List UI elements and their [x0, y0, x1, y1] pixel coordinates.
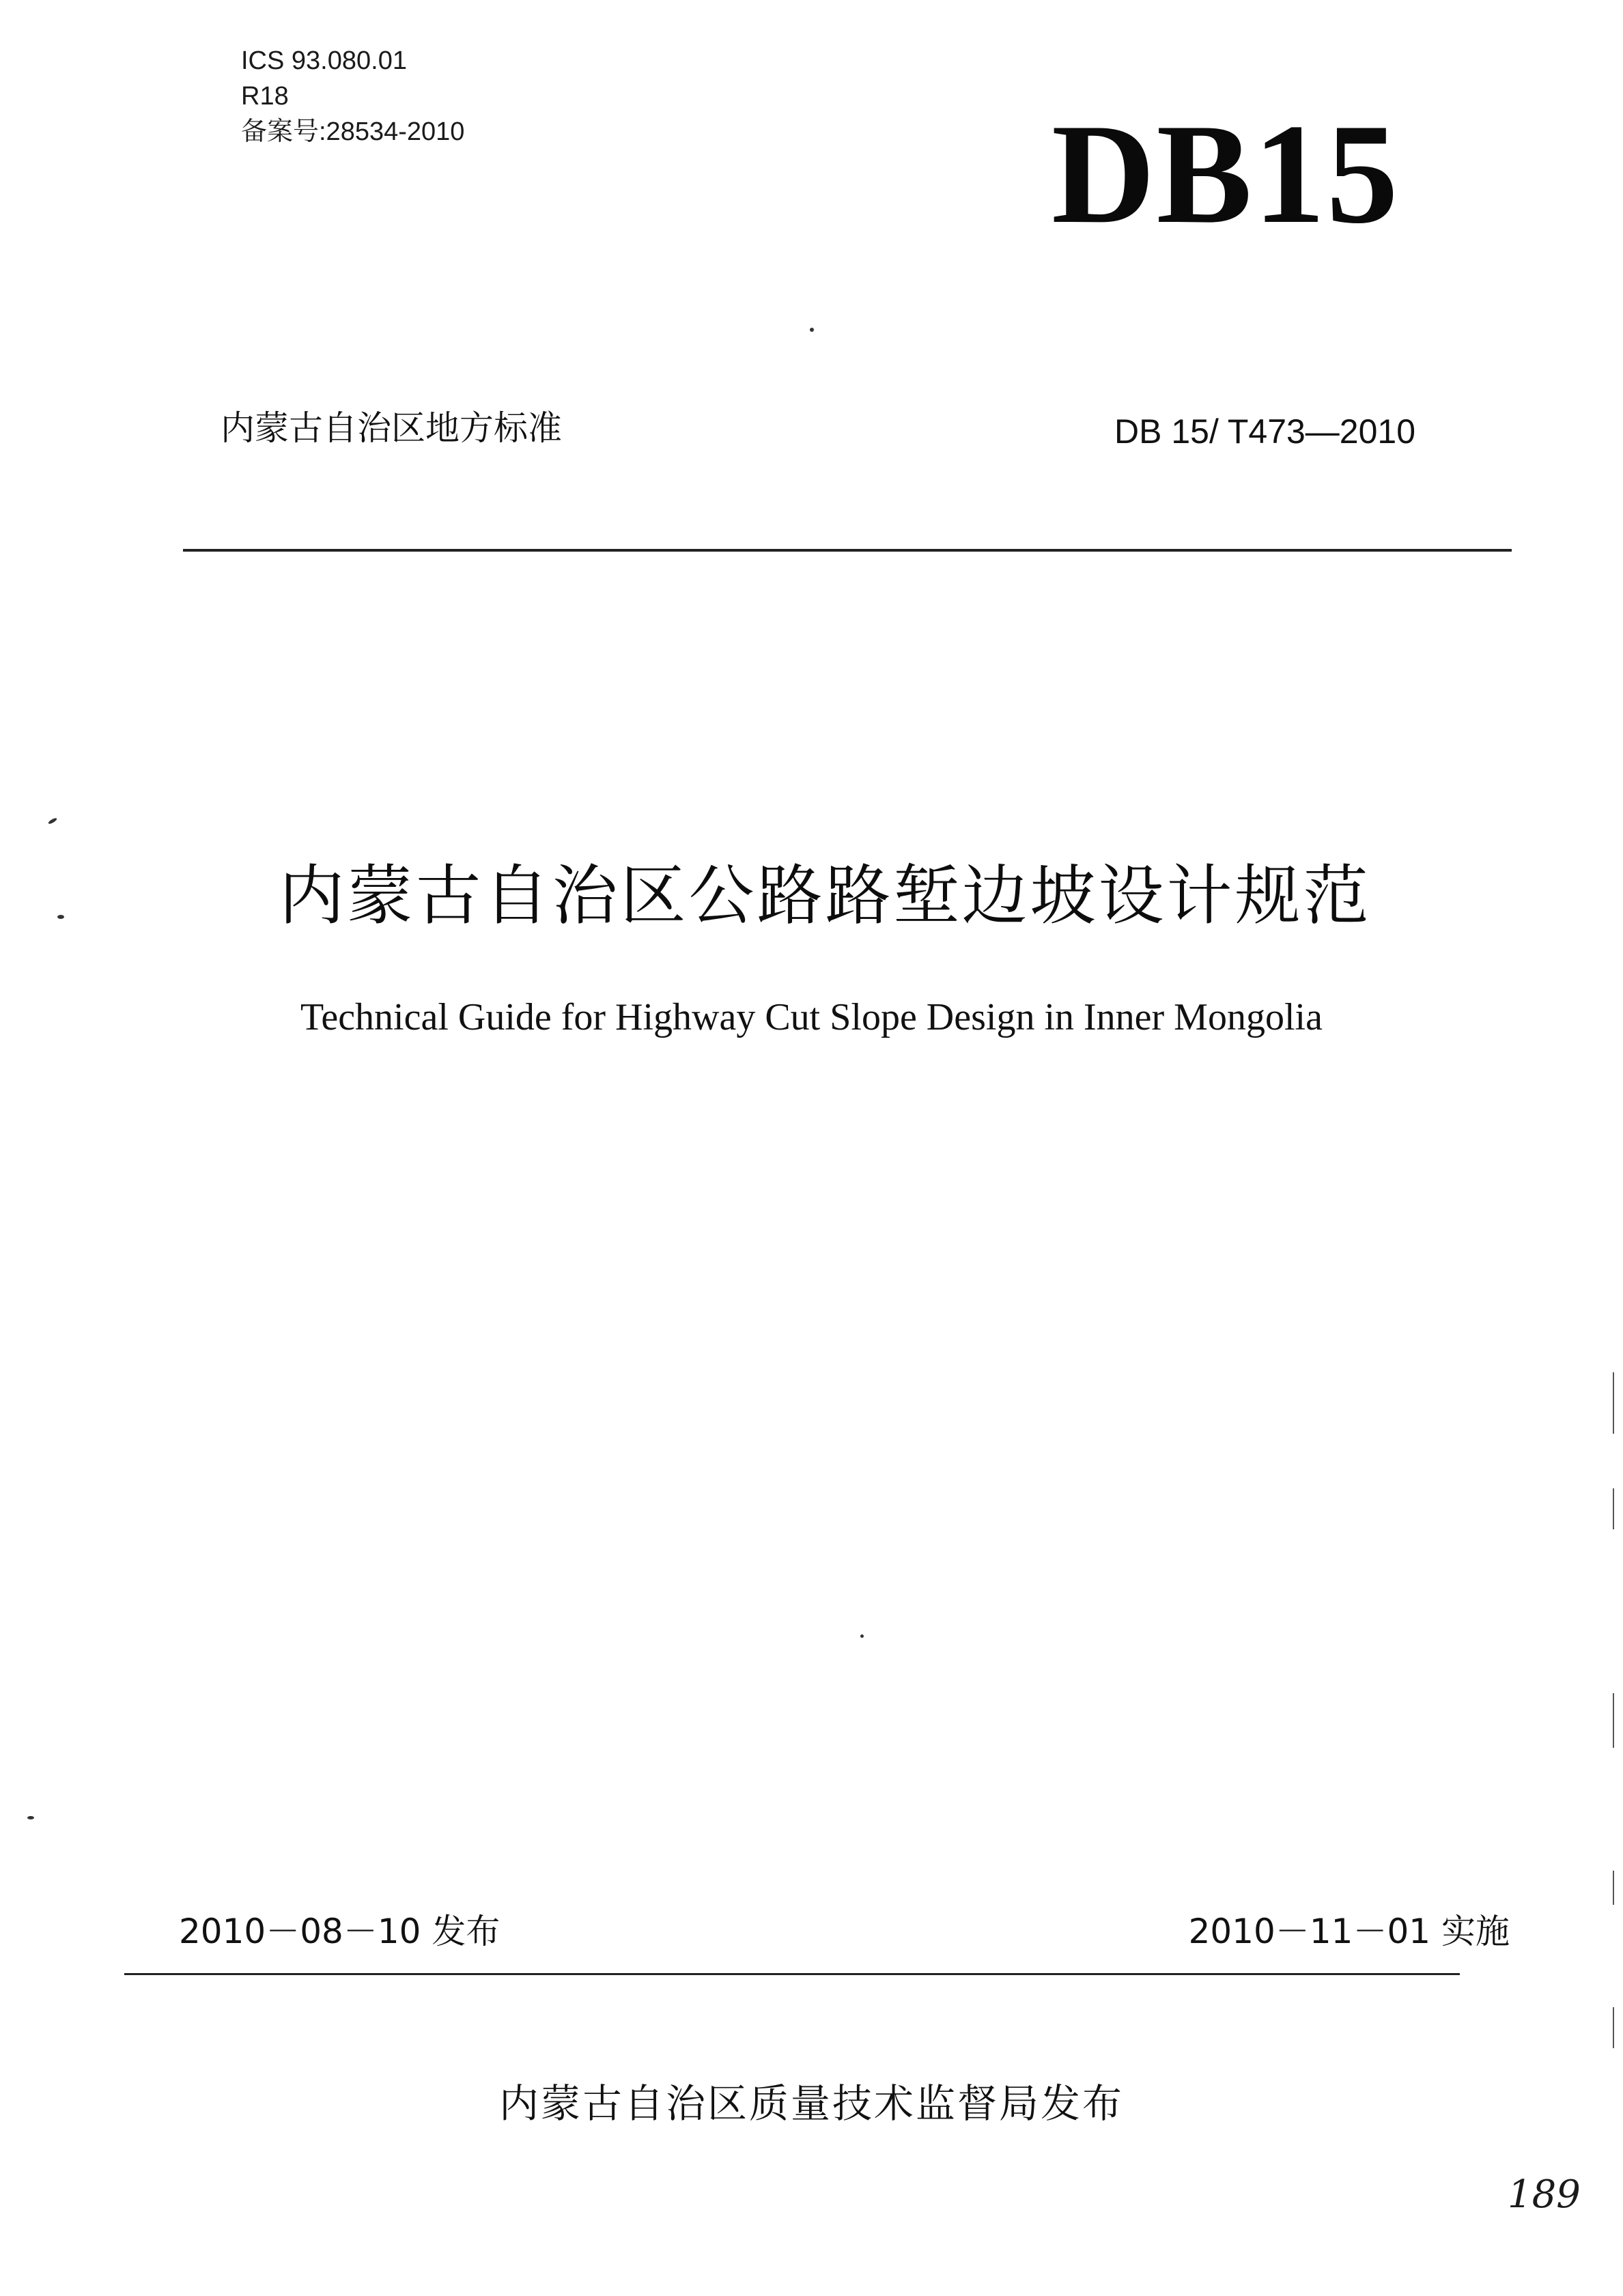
issue-date: 2010－08－10 发布	[179, 1912, 500, 1951]
scan-speck	[810, 328, 814, 332]
title-chinese: 内蒙古自治区公路路堑边坡设计规范	[279, 858, 1372, 934]
header-divider	[183, 549, 1512, 552]
ics-code: ICS 93.080.01	[241, 46, 407, 75]
scan-speck	[57, 915, 64, 919]
effective-date: 2010－11－01 实施	[1188, 1912, 1510, 1951]
publisher: 内蒙古自治区质量技术监督局发布	[498, 2080, 1124, 2127]
scan-speck	[27, 1816, 34, 1819]
footer-divider	[124, 1973, 1460, 1975]
classification-code: R18	[241, 82, 289, 111]
record-number: 备案号:28534-2010	[241, 117, 465, 146]
handwritten-page-number: 189	[1508, 2172, 1581, 2217]
scan-edge-mark	[1613, 1693, 1614, 1748]
standard-code: DB 15/ T473—2010	[1114, 412, 1416, 451]
db15-logo: DB15	[1052, 95, 1400, 253]
standard-type: 内蒙古自治区地方标准	[221, 408, 562, 448]
scan-edge-mark	[1613, 2007, 1614, 2048]
title-english: Technical Guide for Highway Cut Slope Design in Inner Mongolia	[300, 996, 1323, 1038]
scan-edge-mark	[1613, 1871, 1614, 1905]
scan-edge-mark	[1613, 1372, 1614, 1434]
scan-edge-mark	[1613, 1488, 1614, 1529]
scan-speck	[48, 817, 58, 825]
scan-speck	[860, 1634, 864, 1638]
